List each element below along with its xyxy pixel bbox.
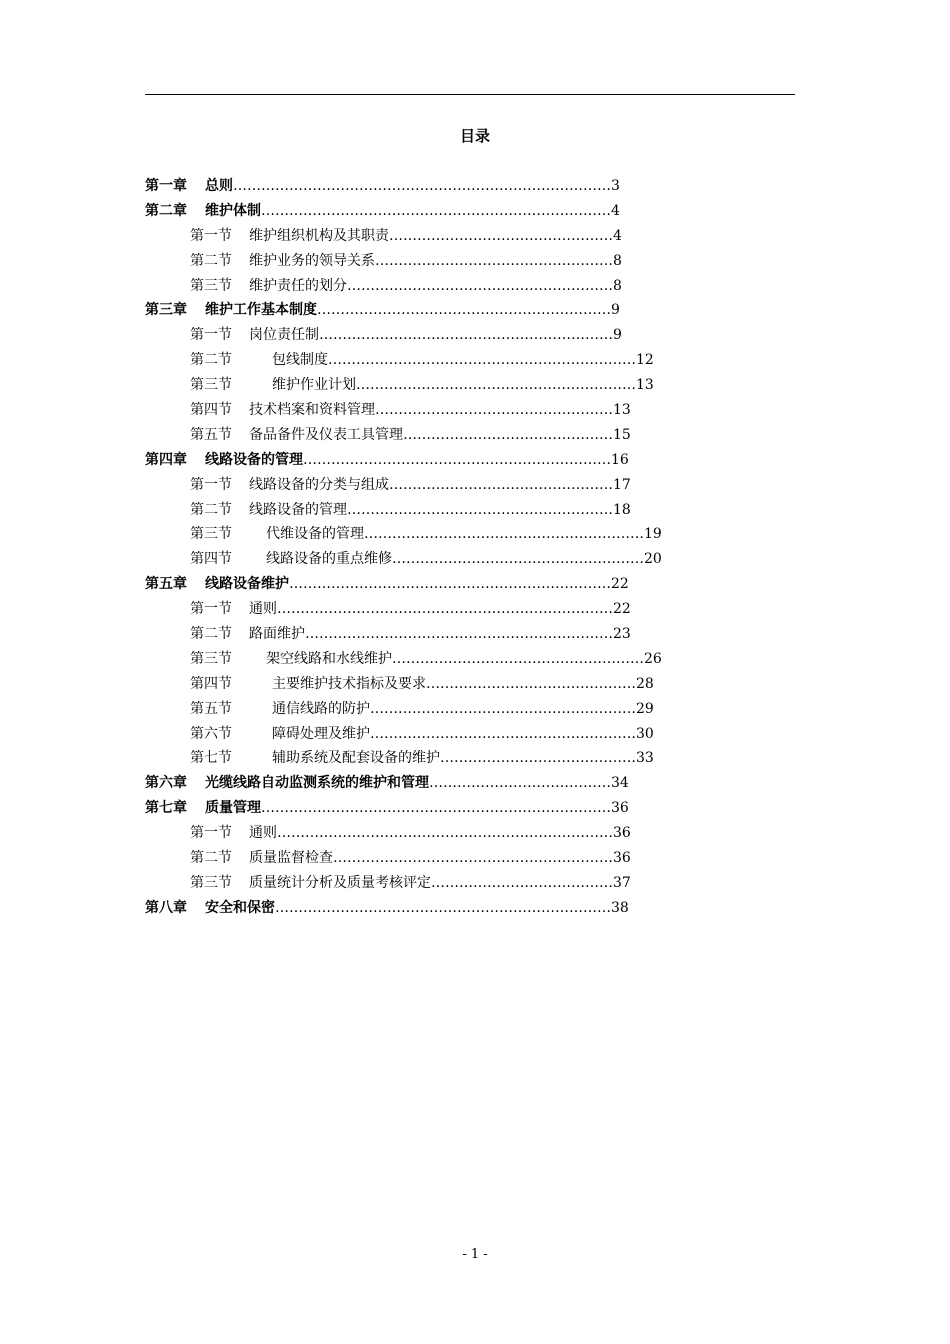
- toc-label: 第七章: [145, 800, 187, 817]
- toc-label: 第一节: [190, 327, 232, 344]
- toc-title: 架空线路和水线维护: [266, 650, 392, 667]
- toc-page: 15: [613, 426, 631, 443]
- toc-leader: …………………………………………………………………: [261, 800, 611, 817]
- toc-page: 36: [613, 825, 631, 842]
- toc-leader: …………………………………………………: [370, 700, 636, 717]
- toc-leader: …………………………………………: [389, 227, 613, 244]
- toc-chapter-entry[interactable]: [0, 572, 950, 597]
- toc-label: 第三节: [190, 277, 232, 294]
- toc-title: 岗位责任制: [249, 327, 319, 344]
- toc-leader: ……………………………………………………: [364, 526, 644, 543]
- toc-page: 16: [611, 451, 629, 468]
- toc-section-entry[interactable]: [0, 846, 950, 871]
- toc-chapter-entry[interactable]: [0, 771, 950, 796]
- toc-section-entry[interactable]: [0, 348, 950, 373]
- toc-title: 维护体制: [205, 202, 261, 219]
- toc-leader: …………………………………………………………: [305, 626, 613, 643]
- toc-label: 第二节: [190, 850, 232, 867]
- toc-label: 第二章: [145, 202, 187, 219]
- toc-leader: ……………………………………………: [375, 252, 613, 269]
- toc-section-entry[interactable]: [0, 423, 950, 448]
- toc-title: 线路设备的管理: [249, 501, 347, 518]
- toc-page: 22: [611, 576, 629, 593]
- toc-leader: …………………………………: [431, 874, 613, 891]
- toc-title: 质量管理: [205, 800, 261, 817]
- toc-section-entry[interactable]: [0, 224, 950, 249]
- toc-page: 23: [613, 626, 631, 643]
- toc-title: 质量统计分析及质量考核评定: [249, 874, 431, 891]
- toc-page: 12: [636, 352, 654, 369]
- toc-title: 线路设备的管理: [205, 451, 303, 468]
- toc-leader: ………………………………………………: [392, 551, 644, 568]
- toc-label: 第三章: [145, 302, 187, 319]
- toc-page: 30: [636, 725, 654, 742]
- toc-label: 第一章: [145, 178, 187, 194]
- toc-title: 包线制度: [272, 352, 328, 369]
- toc-page: 9: [611, 302, 620, 319]
- toc-page: 8: [613, 277, 622, 294]
- toc-title: 维护业务的领导关系: [249, 252, 375, 269]
- toc-page: 13: [636, 377, 654, 394]
- toc-label: 第二节: [190, 352, 232, 369]
- toc-label: 第四节: [190, 402, 232, 419]
- toc-section-entry[interactable]: [0, 547, 950, 572]
- toc-leader: …………………………………………………………: [303, 451, 611, 468]
- toc-page: 34: [611, 775, 629, 792]
- header-rule: [145, 94, 795, 95]
- page-title: 目录: [459, 127, 490, 145]
- toc-leader: ………………………………………………………: [317, 302, 611, 319]
- toc-label: 第四章: [145, 451, 187, 468]
- toc-section-entry[interactable]: [0, 697, 950, 722]
- toc-label: 第一节: [190, 227, 232, 244]
- toc-page: 37: [613, 874, 631, 891]
- toc-label: 第四节: [190, 675, 232, 692]
- toc-title: 安全和保密: [205, 899, 275, 916]
- toc-title: 主要维护技术指标及要求: [272, 675, 426, 692]
- toc-page: 20: [644, 551, 662, 568]
- toc-section-entry[interactable]: [0, 871, 950, 896]
- toc-title: 光缆线路自动监测系统的维护和管理: [205, 775, 429, 792]
- page-number-footer: - 1 -: [462, 1247, 488, 1262]
- toc-leader: …………………………………………………: [370, 725, 636, 742]
- toc-leader: …………………………………: [429, 775, 611, 792]
- toc-section-entry[interactable]: [0, 647, 950, 672]
- toc-title: 通则: [249, 825, 277, 842]
- toc-section-entry[interactable]: [0, 672, 950, 697]
- toc-leader: …………………………………………………: [347, 501, 613, 518]
- toc-title: 路面维护: [249, 626, 305, 643]
- toc-leader: ……………………………………………………………: [289, 576, 611, 593]
- toc-label: 第五节: [190, 426, 232, 443]
- toc-leader: ……………………………………………: [375, 402, 613, 419]
- toc-chapter-entry[interactable]: [0, 174, 950, 199]
- toc-page: 3: [611, 178, 620, 194]
- toc-label: 第五章: [145, 576, 187, 593]
- toc-label: 第八章: [145, 899, 187, 916]
- toc-page: 13: [613, 402, 631, 419]
- toc-leader: ………………………………………………: [392, 650, 644, 667]
- toc-label: 第三节: [190, 874, 232, 891]
- toc-title: 通信线路的防护: [272, 700, 370, 717]
- toc-leader: …………………………………………………: [347, 277, 613, 294]
- toc-leader: ………………………………………………………: [319, 327, 613, 344]
- toc-section-entry[interactable]: [0, 274, 950, 299]
- table-of-contents: [0, 174, 950, 921]
- toc-label: 第三节: [190, 526, 232, 543]
- toc-label: 第二节: [190, 501, 232, 518]
- toc-section-entry[interactable]: [0, 821, 950, 846]
- toc-label: 第六章: [145, 775, 187, 792]
- toc-section-entry[interactable]: [0, 597, 950, 622]
- toc-title: 线路设备维护: [205, 576, 289, 593]
- toc-title: 技术档案和资料管理: [249, 402, 375, 419]
- toc-title: 维护组织机构及其职责: [249, 227, 389, 244]
- toc-section-entry[interactable]: [0, 522, 950, 547]
- toc-label: 第二节: [190, 626, 232, 643]
- toc-title: 总则: [205, 178, 233, 194]
- toc-chapter-entry[interactable]: [0, 199, 950, 224]
- toc-section-entry[interactable]: [0, 498, 950, 523]
- toc-title: 线路设备的分类与组成: [249, 476, 389, 493]
- toc-title: 维护作业计划: [272, 377, 356, 394]
- toc-page: 19: [644, 526, 662, 543]
- toc-label: 第三节: [190, 650, 232, 667]
- toc-label: 第三节: [190, 377, 232, 394]
- toc-leader: ……………………………………: [440, 750, 636, 767]
- toc-label: 第五节: [190, 700, 232, 717]
- toc-leader: ………………………………………………………………………: [233, 178, 611, 194]
- toc-page: 8: [613, 252, 622, 269]
- toc-section-entry[interactable]: [0, 473, 950, 498]
- toc-label: 第一节: [190, 476, 232, 493]
- toc-title: 线路设备的重点维修: [266, 551, 392, 568]
- toc-section-entry[interactable]: [0, 746, 950, 771]
- toc-page: 38: [611, 899, 629, 916]
- toc-page: 26: [644, 650, 662, 667]
- toc-page: 4: [613, 227, 622, 244]
- toc-page: 17: [613, 476, 631, 493]
- toc-title: 障碍处理及维护: [272, 725, 370, 742]
- toc-leader: ………………………………………………………………: [275, 899, 611, 916]
- toc-chapter-entry[interactable]: [0, 448, 950, 473]
- toc-section-entry[interactable]: [0, 398, 950, 423]
- toc-label: 第一节: [190, 601, 232, 618]
- toc-leader: ………………………………………: [403, 426, 613, 443]
- toc-section-entry[interactable]: [0, 622, 950, 647]
- toc-leader: …………………………………………………………………: [261, 202, 611, 219]
- toc-page: 36: [613, 850, 631, 867]
- toc-label: 第七节: [190, 750, 232, 767]
- toc-page: 29: [636, 700, 654, 717]
- toc-title: 辅助系统及配套设备的维护: [272, 750, 440, 767]
- toc-label: 第六节: [190, 725, 232, 742]
- toc-leader: ………………………………………………………………: [277, 601, 613, 618]
- toc-leader: ………………………………………………………………: [277, 825, 613, 842]
- toc-title: 质量监督检查: [249, 850, 333, 867]
- toc-page: 36: [611, 800, 629, 817]
- toc-section-entry[interactable]: [0, 323, 950, 348]
- toc-title: 维护工作基本制度: [205, 302, 317, 319]
- toc-leader: ……………………………………………………: [333, 850, 613, 867]
- toc-section-entry[interactable]: [0, 249, 950, 274]
- toc-label: 第二节: [190, 252, 232, 269]
- toc-section-entry[interactable]: [0, 373, 950, 398]
- toc-page: 18: [613, 501, 631, 518]
- toc-leader: ………………………………………: [426, 675, 636, 692]
- toc-leader: …………………………………………………………: [328, 352, 636, 369]
- toc-leader: …………………………………………: [389, 476, 613, 493]
- toc-title: 备品备件及仪表工具管理: [249, 426, 403, 443]
- toc-chapter-entry[interactable]: [0, 796, 950, 821]
- toc-label: 第一节: [190, 825, 232, 842]
- toc-page: 22: [613, 601, 631, 618]
- toc-section-entry[interactable]: [0, 722, 950, 747]
- toc-leader: ……………………………………………………: [356, 377, 636, 394]
- toc-title: 通则: [249, 601, 277, 618]
- toc-title: 代维设备的管理: [266, 526, 364, 543]
- toc-page: 28: [636, 675, 654, 692]
- toc-page: 9: [613, 327, 622, 344]
- toc-chapter-entry[interactable]: [0, 298, 950, 323]
- toc-page: 4: [611, 202, 620, 219]
- toc-title: 维护责任的划分: [249, 277, 347, 294]
- toc-label: 第四节: [190, 551, 232, 568]
- toc-page: 33: [636, 750, 654, 767]
- toc-chapter-entry[interactable]: [0, 896, 950, 921]
